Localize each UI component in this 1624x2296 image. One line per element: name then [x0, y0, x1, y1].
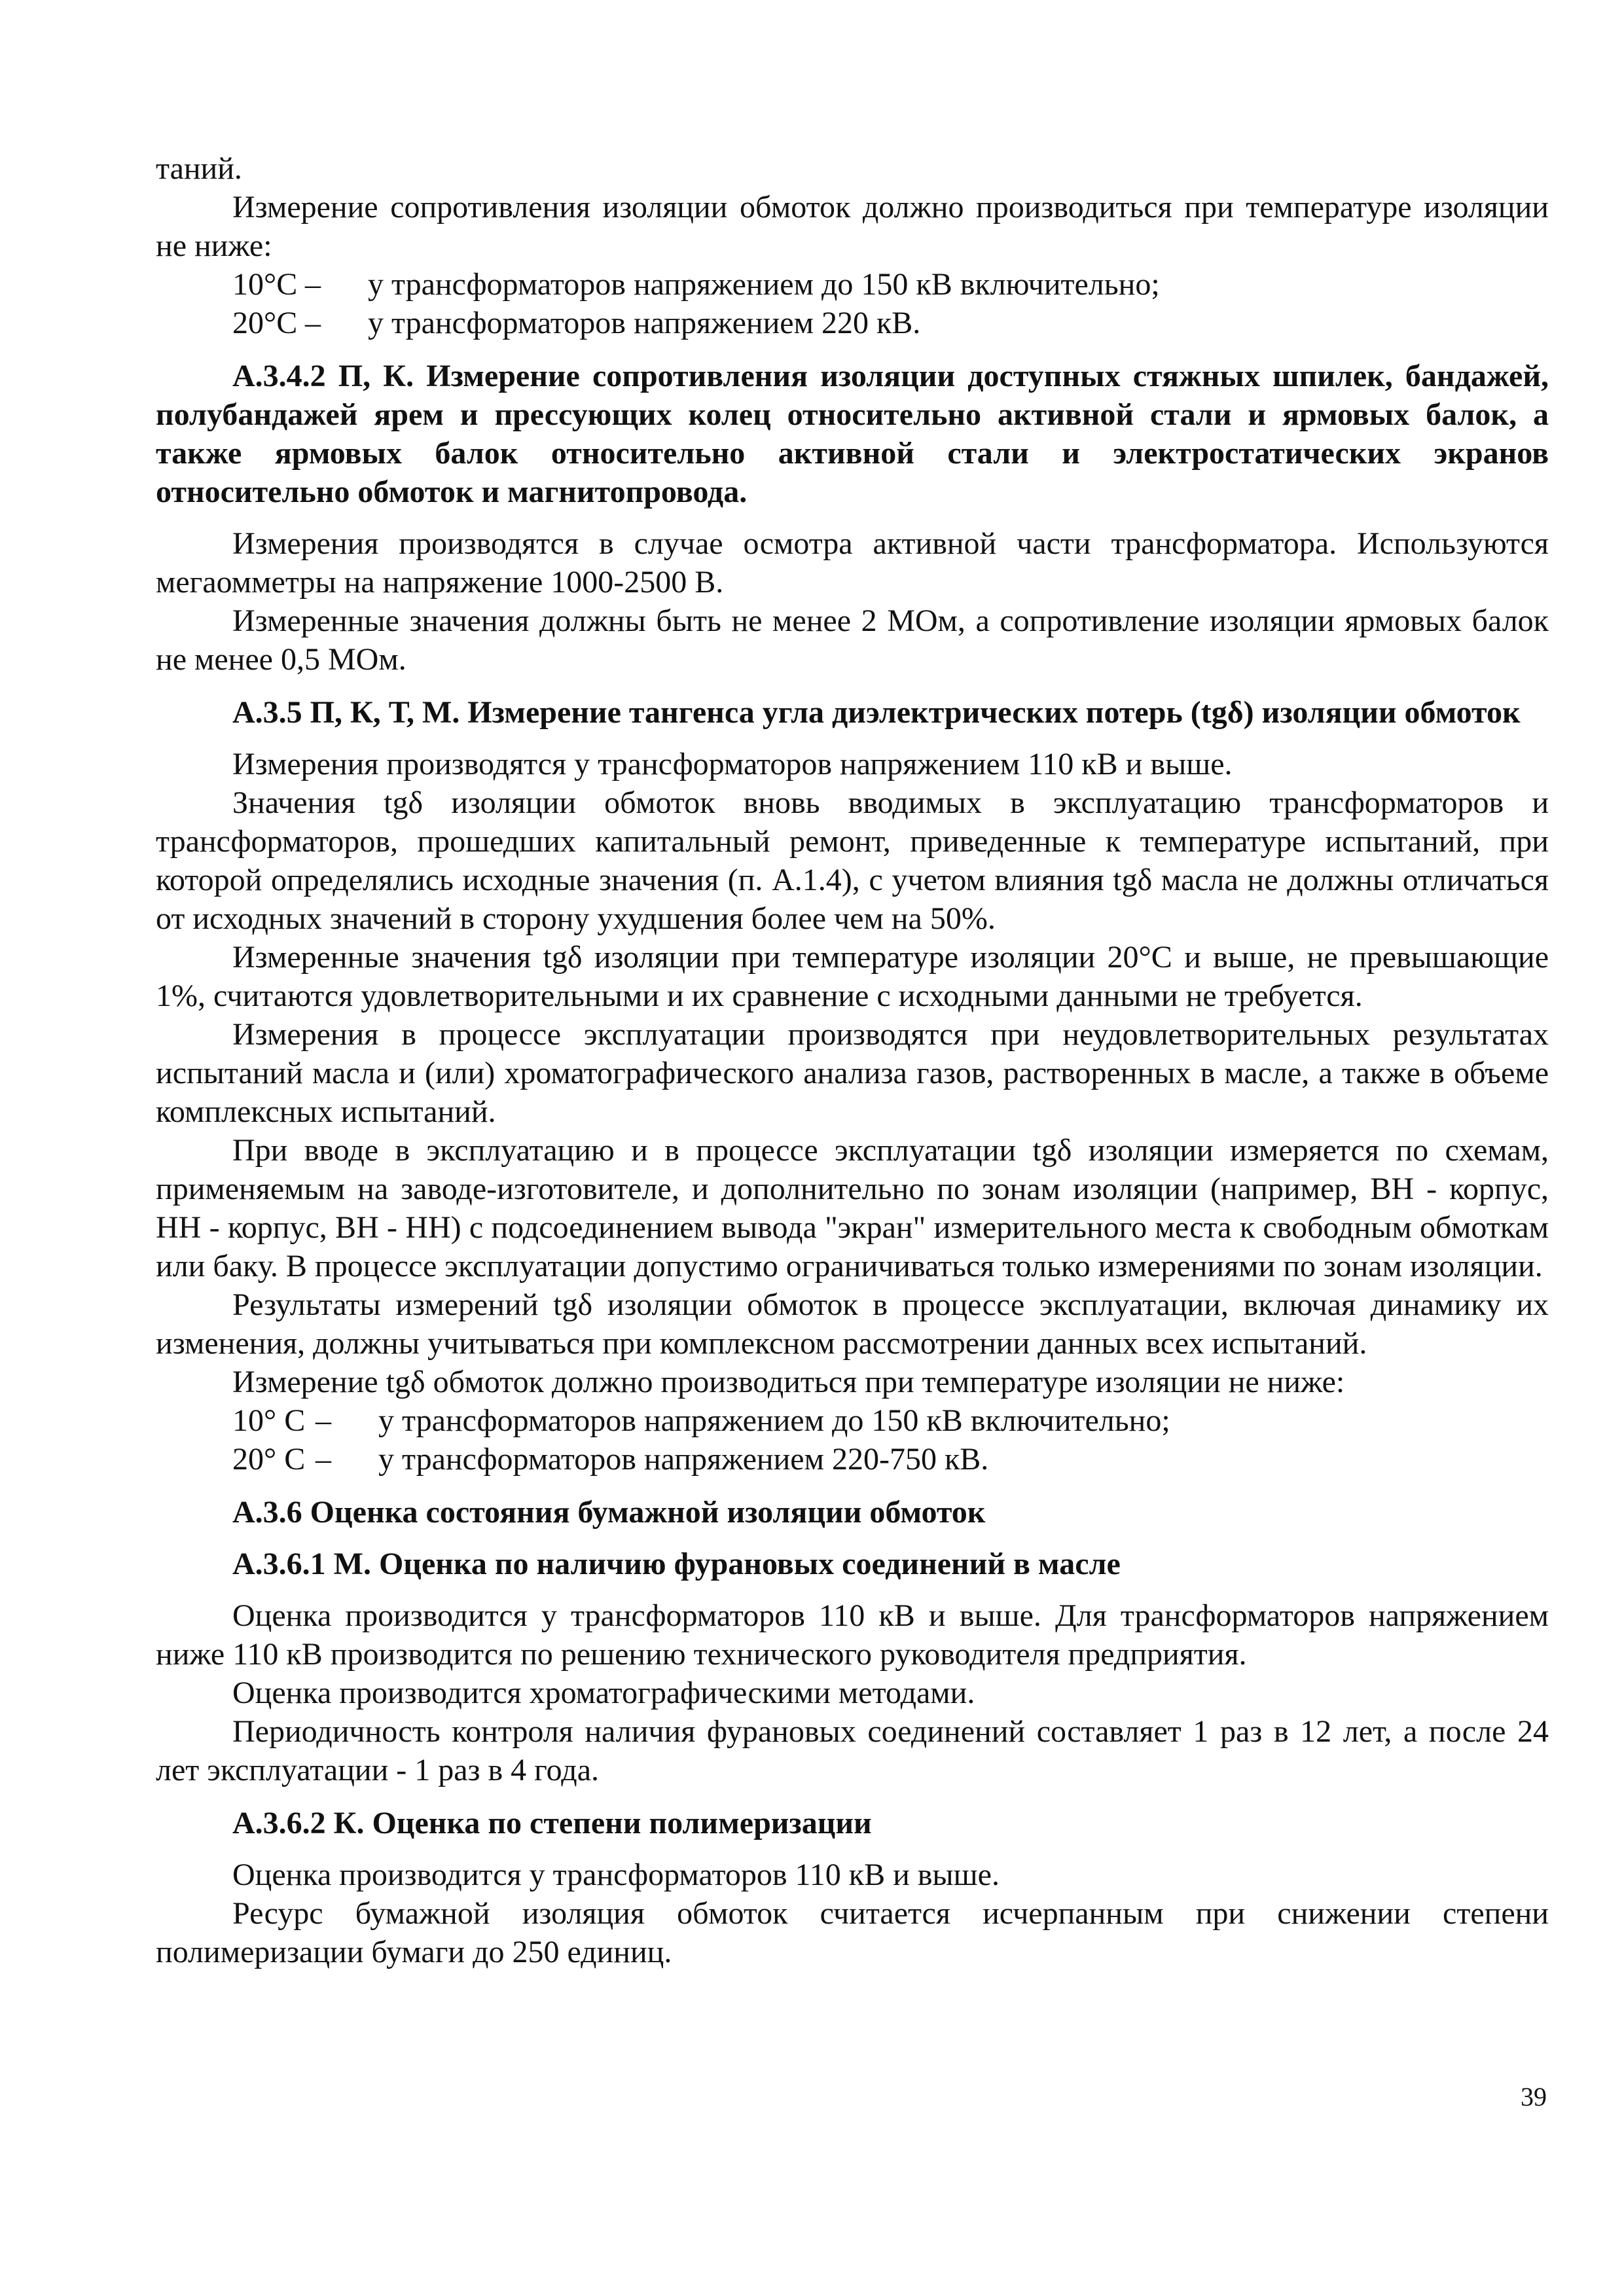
dash: –: [316, 1403, 331, 1438]
section-heading-a-3-5: А.3.5 П, К, Т, М. Измерение тангенса угла диэлектрических потерь (tgδ) изоляции обмоток: [232, 695, 1521, 730]
paragraph: Измерение tgδ обмоток должно производиться при температуре изоляции не ниже:: [232, 1365, 1345, 1399]
paragraph: Оценка производится у трансформаторов 110 кВ и выше.: [232, 1857, 1000, 1892]
dash: –: [305, 306, 321, 340]
document-page: [156, 149, 1549, 1971]
temperature-line: [156, 1440, 1549, 1479]
temperature-value: 10°C: [232, 267, 298, 302]
temperature-value: 20° C: [232, 1442, 306, 1477]
paragraph: Результаты измерений tgδ изоляции обмоток в процессе эксплуатации, включая динамику их изменения, должны учитываться при комплексном рассмотрении данных всех испытаний.: [156, 1287, 1549, 1361]
paragraph: Периодичность контроля наличия фурановых соединений составляет 1 раз в 12 лет, а после 24 лет эксплуатации - 1 раз в 4 года.: [156, 1714, 1549, 1787]
paragraph: Измерения производятся у трансформаторов напряжением 110 кВ и выше.: [232, 747, 1233, 781]
paragraph: Измеренные значения должны быть не менее 2 МОм, а сопротивление изоляции ярмовых балок не менее 0,5 МОм.: [156, 603, 1549, 677]
paragraph: Значения tgδ изоляции обмоток вновь вводимых в эксплуатацию трансформаторов и трансформаторов, прошедших капитальный ремонт, приведенные к температуре испытаний, при которой определялись исходные значения (п. А.1.4), с учетом влияния tgδ масла не должны отличаться от исходных значений в сторону ухудшения более чем на 50%.: [156, 785, 1549, 936]
temperature-text: у трансформаторов напряжением до 150 кВ включительно;: [368, 267, 1160, 302]
temperature-value: 20°C: [232, 306, 298, 340]
page-number: 39: [1521, 2082, 1547, 2111]
temperature-line: [156, 265, 1549, 304]
temperature-text: у трансформаторов напряжением до 150 кВ включительно;: [378, 1403, 1170, 1438]
temperature-text: у трансформаторов напряжением 220 кВ.: [368, 306, 921, 340]
paragraph: Ресурс бумажной изоляция обмоток считается исчерпанным при снижении степени полимеризации бумаги до 250 единиц.: [156, 1896, 1549, 1969]
temperature-line: [156, 1401, 1549, 1440]
section-heading-a-3-6-2: А.3.6.2 К. Оценка по степени полимеризации: [232, 1806, 872, 1840]
paragraph: таний.: [156, 151, 242, 186]
temperature-line: [156, 304, 1549, 342]
section-heading-a-3-6-1: А.3.6.1 М. Оценка по наличию фурановых соединений в масле: [232, 1547, 1121, 1581]
dash: –: [305, 267, 321, 302]
dash: –: [316, 1442, 331, 1477]
paragraph: Измеренные значения tgδ изоляции при температуре изоляции 20°C и выше, не превышающие 1%, считаются удовлетворительными и их сравнение с исходными данными не требуется.: [156, 940, 1549, 1013]
paragraph: При вводе в эксплуатацию и в процессе эксплуатации tgδ изоляции измеряется по схемам, применяемым на заводе-изготовителе, и дополнительно по зонам изоляции (например, ВН - корпус, НН - корпус, ВН - НН) с подсоединением вывода "экран" измерительного места к свободным обмоткам или баку. В процессе эксплуатации допустимо ограничиваться только измерениями по зонам изоляции.: [156, 1133, 1549, 1283]
section-heading-a-3-6: А.3.6 Оценка состояния бумажной изоляции обмоток: [232, 1495, 986, 1530]
paragraph: Оценка производится у трансформаторов 110 кВ и выше. Для трансформаторов напряжением ниже 110 кВ производится по решению технического руководителя предприятия.: [156, 1598, 1549, 1672]
temperature-text: у трансформаторов напряжением 220-750 кВ.: [378, 1442, 989, 1477]
section-heading-a-3-4-2: А.3.4.2 П, К. Измерение сопротивления изоляции доступных стяжных шпилек, бандажей, полубандажей ярем и прессующих колец относительно активной стали и ярмовых балок, а также ярмовых балок относительно активной стали и электростатических экранов относительно обмоток и магнитопровода.: [156, 359, 1549, 509]
paragraph: Измерение сопротивления изоляции обмоток должно производиться при температуре изоляции не ниже:: [156, 190, 1549, 263]
paragraph: Измерения производятся в случае осмотра активной части трансформатора. Используются мегаомметры на напряжение 1000-2500 В.: [156, 526, 1549, 600]
paragraph: Оценка производится хроматографическими методами.: [232, 1676, 975, 1710]
temperature-value: 10° C: [232, 1403, 306, 1438]
paragraph: Измерения в процессе эксплуатации производятся при неудовлетворительных результатах испытаний масла и (или) хроматографического анализа газов, растворенных в масле, а также в объеме комплексных испытаний.: [156, 1017, 1549, 1129]
